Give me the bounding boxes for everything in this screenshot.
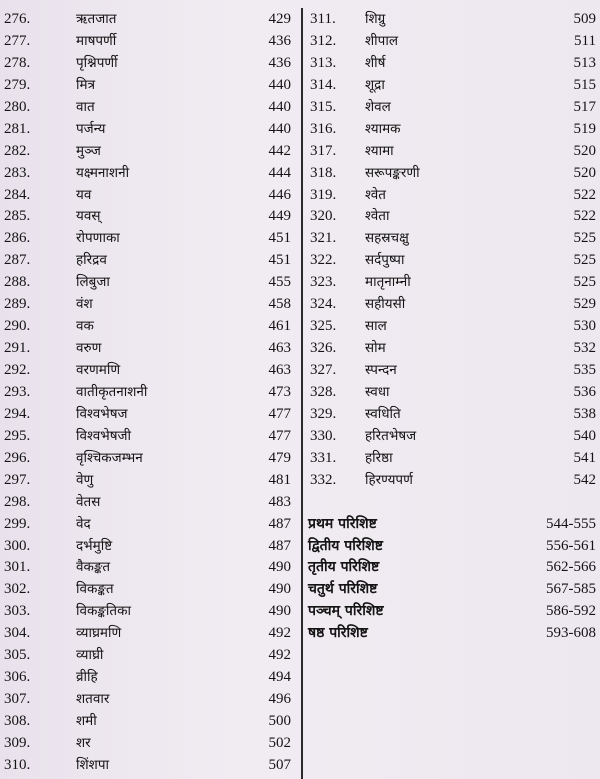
index-entry: [305, 448, 600, 470]
entry-number: 294.: [4, 405, 31, 422]
appendix-page-range: 586-592: [546, 603, 596, 620]
entry-name: व्याघ्रमणि: [76, 625, 122, 642]
entry-name: शूद्रा: [365, 76, 385, 93]
appendix-name: पञ्चम् परिशिष्ट: [308, 603, 384, 620]
entry-name: श्वेता: [365, 208, 390, 225]
entry-page: 538: [573, 405, 596, 422]
index-entry: [305, 97, 600, 119]
entry-page: 494: [268, 669, 291, 686]
entry-number: 326.: [310, 340, 337, 357]
right-column: [305, 9, 600, 645]
appendix-entry: [305, 557, 600, 579]
entry-name: वरुण: [76, 340, 102, 357]
entry-name: विश्वभेषज: [76, 405, 128, 422]
entry-name: ऋतजात: [76, 11, 117, 27]
entry-page: 529: [573, 296, 596, 313]
index-entry: [305, 360, 600, 382]
appendix-page-range: 567-585: [546, 581, 596, 598]
index-entry: [0, 250, 300, 272]
index-entry: [0, 360, 300, 382]
entry-number: 302.: [4, 581, 31, 598]
entry-name: वंश: [76, 296, 93, 313]
index-entry: [0, 294, 300, 316]
entry-page: 458: [268, 296, 291, 313]
index-entry: [305, 426, 600, 448]
index-entry: [0, 623, 300, 645]
entry-number: 308.: [4, 713, 31, 729]
entry-page: 509: [573, 11, 596, 27]
entry-number: 296.: [4, 449, 31, 466]
entry-page: 520: [573, 142, 596, 159]
index-entry: [0, 448, 300, 470]
entry-number: 278.: [4, 54, 31, 71]
entry-page: 477: [268, 427, 291, 444]
entry-page: 461: [268, 318, 291, 335]
appendix-entry: [305, 536, 600, 558]
index-entry: [0, 426, 300, 448]
index-entry: [0, 75, 300, 97]
entry-page: 525: [573, 230, 596, 247]
entry-name: वात: [76, 98, 95, 115]
entry-number: 276.: [4, 11, 31, 27]
entry-page: 502: [268, 734, 291, 751]
index-entry: [305, 316, 600, 338]
entry-number: 277.: [4, 32, 31, 49]
entry-number: 283.: [4, 164, 31, 181]
entry-page: 535: [573, 362, 596, 378]
entry-page: 436: [268, 54, 291, 71]
entry-name: श्यामा: [365, 142, 394, 159]
entry-number: 332.: [310, 471, 337, 488]
entry-page: 532: [573, 340, 596, 357]
entry-page: 513: [573, 54, 596, 71]
entry-page: 530: [573, 318, 596, 335]
entry-number: 314.: [310, 76, 337, 93]
entry-name: वक: [76, 318, 94, 335]
entry-name: सहस्रचक्षु: [365, 230, 409, 247]
entry-number: 307.: [4, 691, 31, 708]
entry-number: 295.: [4, 427, 31, 444]
index-entry: [0, 667, 300, 689]
entry-page: 515: [573, 76, 596, 93]
entry-name: शीर्ष: [365, 54, 386, 71]
entry-page: 500: [268, 713, 291, 729]
entry-page: 519: [573, 120, 596, 137]
entry-page: 442: [268, 142, 291, 159]
index-entry: [305, 185, 600, 207]
appendix-entry: [305, 579, 600, 601]
entry-number: 291.: [4, 340, 31, 357]
entry-page: 440: [268, 98, 291, 115]
index-entry: [305, 75, 600, 97]
entry-name: शतवार: [76, 691, 110, 708]
entry-number: 317.: [310, 142, 337, 159]
spacer: [305, 492, 600, 514]
index-entry: [0, 141, 300, 163]
entry-number: 281.: [4, 120, 31, 137]
entry-name: शिंशपा: [76, 756, 110, 773]
appendix-entry: [305, 601, 600, 623]
entry-name: श्वेत: [365, 186, 386, 203]
entry-page: 490: [268, 603, 291, 620]
entry-number: 287.: [4, 252, 31, 269]
entry-page: 541: [573, 449, 596, 466]
appendix-entry: [305, 623, 600, 645]
entry-page: 436: [268, 32, 291, 49]
column-divider: [301, 8, 303, 779]
entry-number: 298.: [4, 493, 31, 510]
entry-name: साल: [365, 318, 387, 335]
index-entry: [0, 557, 300, 579]
entry-name: यक्ष्मनाशनी: [76, 164, 130, 181]
index-entry: [0, 711, 300, 733]
entry-number: 285.: [4, 208, 31, 225]
entry-page: 440: [268, 76, 291, 93]
appendix-list: [305, 514, 600, 646]
entry-page: 446: [268, 186, 291, 203]
entry-page: 463: [268, 340, 291, 357]
entry-name: सरूपङ्करणी: [365, 164, 420, 181]
entry-number: 321.: [310, 230, 337, 247]
appendix-page-range: 544-555: [546, 515, 596, 532]
appendix-entry: [305, 514, 600, 536]
appendix-name: चतुर्थ परिशिष्ट: [308, 581, 378, 598]
index-entry: [305, 294, 600, 316]
entry-number: 303.: [4, 603, 31, 620]
index-entry: [0, 316, 300, 338]
entry-page: 451: [268, 230, 291, 247]
index-entry: [0, 689, 300, 711]
entry-page: 492: [268, 647, 291, 664]
entry-number: 312.: [310, 32, 337, 49]
entry-number: 280.: [4, 98, 31, 115]
appendix-name: षष्ठ परिशिष्ट: [308, 625, 368, 642]
entry-name: मातृनाम्नी: [365, 274, 411, 291]
entry-name: वरणमणि: [76, 362, 121, 378]
index-entry: [305, 141, 600, 163]
entry-number: 318.: [310, 164, 337, 181]
entry-page: 483: [268, 493, 291, 510]
entry-page: 429: [268, 11, 291, 27]
entry-name: शेवल: [365, 98, 391, 115]
index-entry: [0, 9, 300, 31]
appendix-page-range: 593-608: [546, 625, 596, 642]
entry-name: विश्वभेषजी: [76, 427, 132, 444]
index-entry: [305, 272, 600, 294]
entry-number: 330.: [310, 427, 337, 444]
index-entry: [305, 9, 600, 31]
entry-page: 542: [573, 471, 596, 488]
entry-page: 463: [268, 362, 291, 378]
index-entry: [305, 31, 600, 53]
index-entry: [305, 382, 600, 404]
entry-number: 282.: [4, 142, 31, 159]
entry-page: 490: [268, 581, 291, 598]
entry-page: 490: [268, 559, 291, 576]
index-entry: [0, 514, 300, 536]
entry-name: सहीयसी: [365, 296, 406, 313]
entry-page: 525: [573, 252, 596, 269]
entry-number: 309.: [4, 734, 31, 751]
index-entry: [305, 470, 600, 492]
entry-number: 292.: [4, 362, 31, 378]
entry-name: व्याघ्री: [76, 647, 104, 664]
index-entry: [0, 645, 300, 667]
entry-page: 522: [573, 208, 596, 225]
entry-name: हरिष्ठा: [365, 449, 393, 466]
index-entry: [305, 206, 600, 228]
entry-name: स्वधिति: [365, 405, 401, 422]
entry-name: शिग्रु: [365, 11, 386, 27]
entry-page: 496: [268, 691, 291, 708]
index-entry: [305, 163, 600, 185]
entry-number: 311.: [310, 11, 336, 27]
index-entry: [0, 470, 300, 492]
entry-page: 525: [573, 274, 596, 291]
index-entry: [305, 53, 600, 75]
right-entries: [305, 9, 600, 492]
entry-page: 479: [268, 449, 291, 466]
entry-page: 517: [573, 98, 596, 115]
entry-page: 440: [268, 120, 291, 137]
index-entry: [0, 404, 300, 426]
index-entry: [0, 601, 300, 623]
entry-number: 310.: [4, 756, 31, 773]
entry-name: शीपाल: [365, 32, 398, 49]
entry-number: 313.: [310, 54, 337, 71]
entry-name: माषपर्णी: [76, 32, 117, 49]
index-entry: [0, 228, 300, 250]
entry-page: 477: [268, 405, 291, 422]
entry-page: 511: [574, 32, 596, 49]
entry-page: 444: [268, 164, 291, 181]
entry-number: 279.: [4, 76, 31, 93]
entry-name: मित्र: [76, 76, 96, 93]
index-entry: [0, 119, 300, 141]
entry-number: 286.: [4, 230, 31, 247]
index-entry: [0, 733, 300, 755]
entry-number: 329.: [310, 405, 337, 422]
entry-page: 520: [573, 164, 596, 181]
entry-page: 451: [268, 252, 291, 269]
entry-name: पृश्निपर्णी: [76, 54, 118, 71]
entry-number: 299.: [4, 515, 31, 532]
entry-number: 325.: [310, 318, 337, 335]
entry-name: वृश्चिकजम्भन: [76, 449, 143, 466]
entry-page: 487: [268, 515, 291, 532]
index-entry: [0, 163, 300, 185]
index-entry: [305, 228, 600, 250]
left-column: [0, 9, 300, 777]
entry-number: 290.: [4, 318, 31, 335]
entry-page: 481: [268, 471, 291, 488]
entry-number: 319.: [310, 186, 337, 203]
entry-name: वैकङ्कत: [76, 559, 111, 576]
entry-name: यव: [76, 186, 92, 203]
entry-number: 324.: [310, 296, 337, 313]
entry-number: 301.: [4, 559, 31, 576]
entry-name: वेतस: [76, 493, 101, 510]
index-entry: [0, 53, 300, 75]
entry-number: 300.: [4, 537, 31, 554]
index-entry: [0, 755, 300, 777]
entry-name: सोम: [365, 340, 386, 357]
entry-name: वेद: [76, 515, 91, 532]
entry-number: 315.: [310, 98, 337, 115]
entry-name: हरिद्रव: [76, 252, 107, 269]
entry-number: 284.: [4, 186, 31, 203]
entry-number: 323.: [310, 274, 337, 291]
entry-name: वेणु: [76, 471, 94, 488]
entry-name: मुञ्ज: [76, 142, 101, 159]
index-entry: [305, 119, 600, 141]
entry-page: 473: [268, 383, 291, 400]
entry-page: 487: [268, 537, 291, 554]
entry-name: यवस्: [76, 208, 101, 225]
entry-name: शर: [76, 734, 91, 751]
index-entry: [0, 206, 300, 228]
index-entry: [0, 97, 300, 119]
entry-name: स्पन्दन: [365, 362, 397, 378]
appendix-name: द्वितीय परिशिष्ट: [308, 537, 383, 554]
entry-name: पर्जन्य: [76, 120, 106, 137]
entry-name: शमी: [76, 713, 97, 729]
index-entry: [305, 250, 600, 272]
entry-name: स्वधा: [365, 383, 390, 400]
entry-name: वातीकृतनाशनी: [76, 383, 148, 400]
entry-page: 449: [268, 208, 291, 225]
entry-page: 507: [268, 756, 291, 773]
appendix-page-range: 556-561: [546, 537, 596, 554]
entry-number: 320.: [310, 208, 337, 225]
entry-name: हरितभेषज: [365, 427, 417, 444]
entry-number: 322.: [310, 252, 337, 269]
entry-number: 289.: [4, 296, 31, 313]
entry-number: 331.: [310, 449, 337, 466]
entry-page: 455: [268, 274, 291, 291]
entry-name: विकङ्कतिका: [76, 603, 131, 620]
entry-name: लिबुजा: [76, 274, 110, 291]
entry-page: 540: [573, 427, 596, 444]
index-entry: [0, 579, 300, 601]
entry-number: 293.: [4, 383, 31, 400]
index-entry: [0, 382, 300, 404]
entry-name: हिरण्यपर्ण: [365, 471, 413, 488]
entry-number: 328.: [310, 383, 337, 400]
entry-page: 536: [573, 383, 596, 400]
index-entry: [305, 404, 600, 426]
index-entry: [0, 272, 300, 294]
index-entry: [0, 536, 300, 558]
entry-number: 305.: [4, 647, 31, 664]
index-entry: [305, 338, 600, 360]
index-entry: [0, 185, 300, 207]
index-entry: [0, 492, 300, 514]
appendix-name: प्रथम परिशिष्ट: [308, 515, 377, 532]
entry-page: 522: [573, 186, 596, 203]
entry-number: 297.: [4, 471, 31, 488]
entry-name: सर्दपुष्पा: [365, 252, 405, 269]
entry-name: दर्भमुष्टि: [76, 537, 113, 554]
entry-number: 316.: [310, 120, 337, 137]
entry-number: 304.: [4, 625, 31, 642]
index-entry: [0, 31, 300, 53]
entry-number: 327.: [310, 362, 337, 378]
entry-name: व्रीहि: [76, 669, 98, 686]
entry-name: रोपणाका: [76, 230, 120, 247]
appendix-name: तृतीय परिशिष्ट: [308, 559, 380, 576]
index-entry: [0, 338, 300, 360]
entry-number: 306.: [4, 669, 31, 686]
entry-name: श्यामक: [365, 120, 401, 137]
entry-page: 492: [268, 625, 291, 642]
appendix-page-range: 562-566: [546, 559, 596, 576]
entry-name: विकङ्कत: [76, 581, 114, 598]
entry-number: 288.: [4, 274, 31, 291]
